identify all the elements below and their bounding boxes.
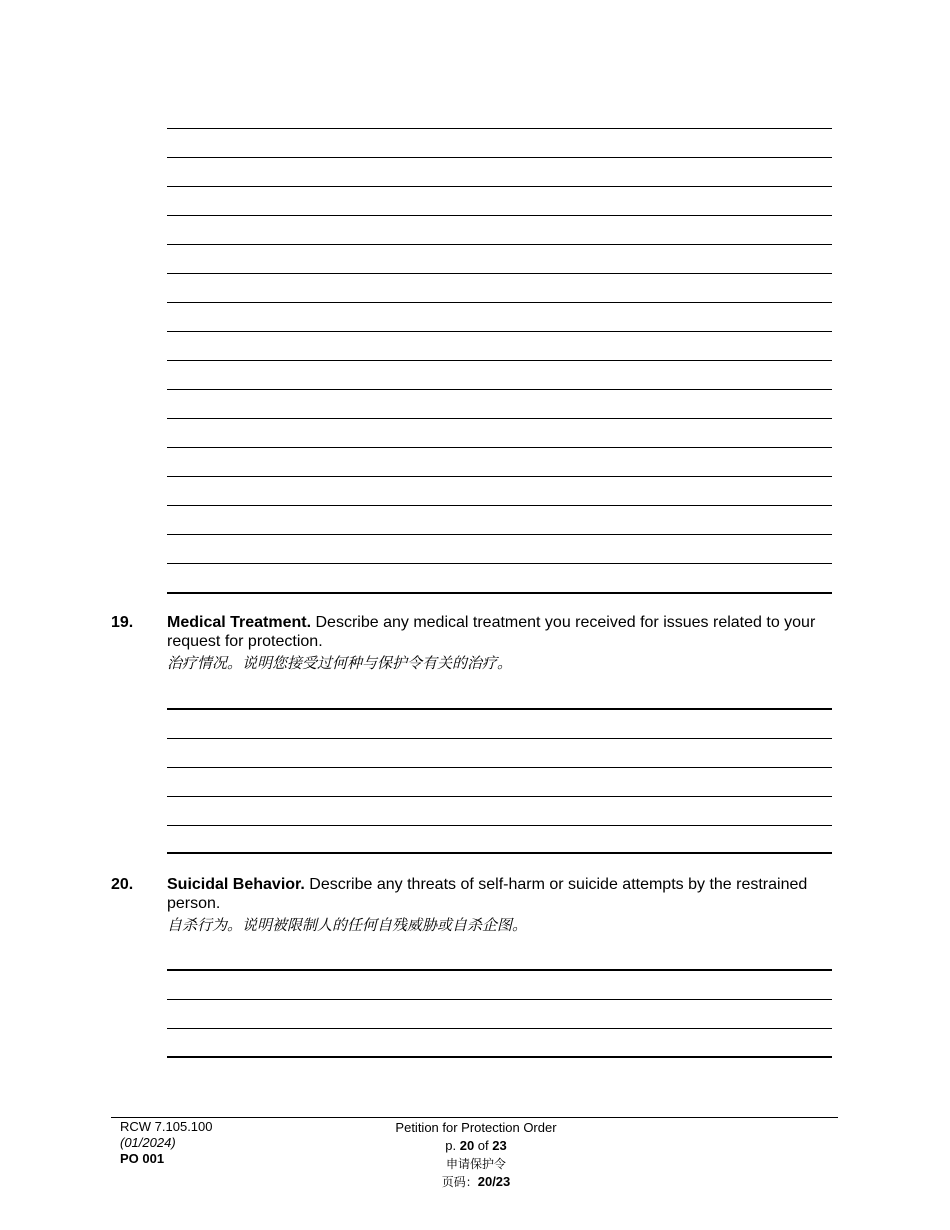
answer-line[interactable]: [167, 592, 832, 594]
page-prefix: p.: [445, 1138, 460, 1153]
footer-form-title: Petition for Protection Order: [395, 1120, 557, 1135]
section-number: 20.: [111, 876, 134, 893]
answer-line[interactable]: [167, 128, 832, 129]
section-title: Medical Treatment.: [167, 614, 312, 631]
answer-line[interactable]: [167, 244, 832, 245]
footer-page-number: [376, 1137, 576, 1155]
footer-revision-date: (01/2024): [120, 1135, 176, 1150]
section-number: 19.: [111, 614, 134, 631]
footer-page-info: [376, 1119, 576, 1191]
answer-line[interactable]: [167, 186, 832, 187]
answer-line[interactable]: [167, 738, 832, 739]
answer-line[interactable]: [167, 505, 832, 506]
section-description: [167, 613, 832, 651]
section-chinese-text: 治疗情况。说明您接受过何种与保护令有关的治疗。: [167, 654, 513, 672]
footer-divider: [111, 1117, 838, 1118]
page-chinese: 20/23: [477, 1174, 511, 1189]
answer-line[interactable]: [167, 852, 832, 854]
page-total: 23: [492, 1138, 507, 1153]
answer-line[interactable]: [167, 447, 832, 448]
answer-line[interactable]: [167, 1056, 832, 1058]
answer-line[interactable]: [167, 534, 832, 535]
footer-form-title-chinese: 申请保护令: [445, 1157, 506, 1171]
answer-line[interactable]: [167, 825, 832, 826]
answer-line[interactable]: [167, 796, 832, 797]
section-text: Describe any threats of self-harm or suicide attempts by the restrained person.: [167, 876, 808, 912]
answer-line[interactable]: [167, 1028, 832, 1029]
footer-page-number-chinese: [376, 1173, 576, 1191]
answer-line[interactable]: [167, 157, 832, 158]
footer-form-number: PO 001: [120, 1151, 165, 1166]
answer-line[interactable]: [167, 999, 832, 1000]
page-current: 20: [459, 1138, 475, 1153]
answer-line[interactable]: [167, 563, 832, 564]
section-title: Suicidal Behavior.: [167, 876, 305, 893]
answer-line[interactable]: [167, 476, 832, 477]
answer-line[interactable]: [167, 418, 832, 419]
answer-line[interactable]: [167, 708, 832, 710]
answer-line[interactable]: [167, 389, 832, 390]
section-text: Describe any medical treatment you received for issues related to your request for protection.: [167, 614, 816, 650]
answer-line[interactable]: [167, 331, 832, 332]
answer-line[interactable]: [167, 215, 832, 216]
section-chinese-text: 自杀行为。说明被限制人的任何自残威胁或自杀企图。: [167, 916, 528, 934]
answer-line[interactable]: [167, 302, 832, 303]
section-description: [167, 875, 832, 913]
page-label-chinese: 页码：: [441, 1175, 478, 1189]
page-of: of: [474, 1138, 493, 1153]
footer-statute: RCW 7.105.100: [120, 1119, 213, 1134]
footer-form-info: [120, 1119, 213, 1167]
answer-line[interactable]: [167, 767, 832, 768]
answer-line[interactable]: [167, 273, 832, 274]
answer-line[interactable]: [167, 969, 832, 971]
answer-line[interactable]: [167, 360, 832, 361]
